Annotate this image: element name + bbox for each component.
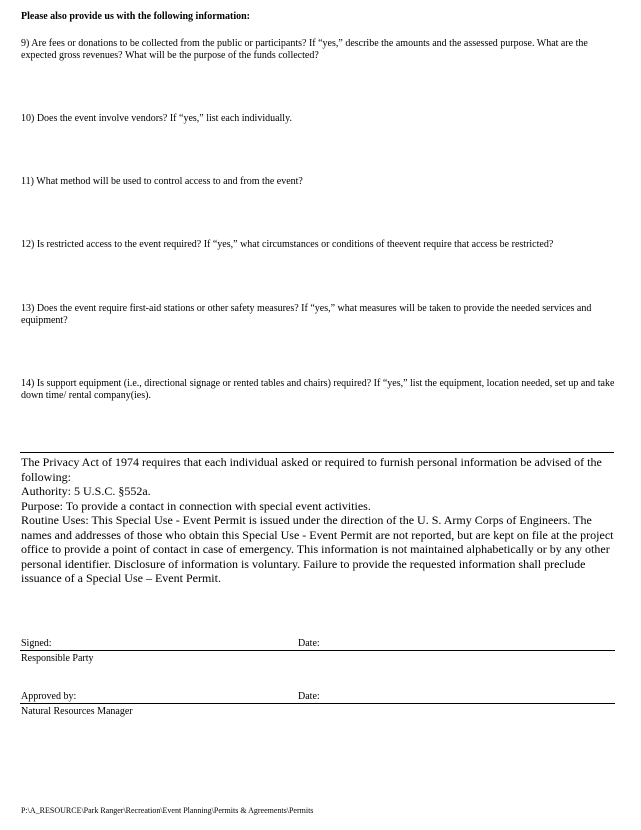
signed-label: Signed: — [21, 638, 52, 649]
question-12: 12) Is restricted access to the event required? If “yes,” what circumstances or conditions of theevent require that access be restricted? — [21, 239, 554, 250]
question-11: 11) What method will be used to control access to and from the event? — [21, 176, 303, 187]
natural-resources-manager-label: Natural Resources Manager — [21, 706, 133, 717]
approved-line — [20, 703, 615, 704]
question-13: 13) Does the event require first-aid stations or other safety measures? If “yes,” what measures will be taken to provide the needed services and equipment? — [21, 303, 592, 326]
question-10: 10) Does the event involve vendors? If “yes,” list each individually. — [21, 113, 292, 124]
signed-date-label: Date: — [298, 638, 320, 649]
signed-line — [20, 650, 615, 651]
responsible-party-label: Responsible Party — [21, 653, 94, 664]
privacy-divider — [20, 452, 614, 453]
approved-date-label: Date: — [298, 691, 320, 702]
privacy-purpose: Purpose: To provide a contact in connection with special event activities. — [21, 498, 371, 513]
question-9: 9) Are fees or donations to be collected from the public or participants? If “yes,” describe the amounts and the assessed purpose. What are the expected gross revenues? What will be the purpose of the funds collected? — [21, 38, 588, 61]
privacy-authority: Authority: 5 U.S.C. §552a. — [21, 484, 151, 498]
section-heading: Please also provide us with the following information: — [21, 11, 250, 22]
privacy-routine-uses: Routine Uses: This Special Use - Event Permit is issued under the direction of the U. S. Army Corps of Engineers. The names and addresses of those who obtain this Special Use - Event Permit are not reported, but are kept on file at the project office to provide a point of contact in case of emergency. This information is not maintained alphabetically or by any other personal identifier. Disclosure of information is voluntary. Failure to provide the requested information shall preclude issuance of a Special Use – Event Permit. — [21, 513, 614, 585]
file-path-footer: P:\A_RESOURCE\Park Ranger\Recreation\Event Planning\Permits & Agreements\Permits — [21, 806, 314, 815]
question-14: 14) Is support equipment (i.e., directional signage or rented tables and chairs) required? If “yes,” list the equipment, location needed, set up and take down time/ rental company(ies). — [21, 378, 615, 401]
privacy-act-notice — [21, 455, 621, 586]
approved-label: Approved by: — [21, 691, 77, 702]
privacy-intro: The Privacy Act of 1974 requires that each individual asked or required to furnish personal information be advised of the following: — [21, 455, 602, 484]
